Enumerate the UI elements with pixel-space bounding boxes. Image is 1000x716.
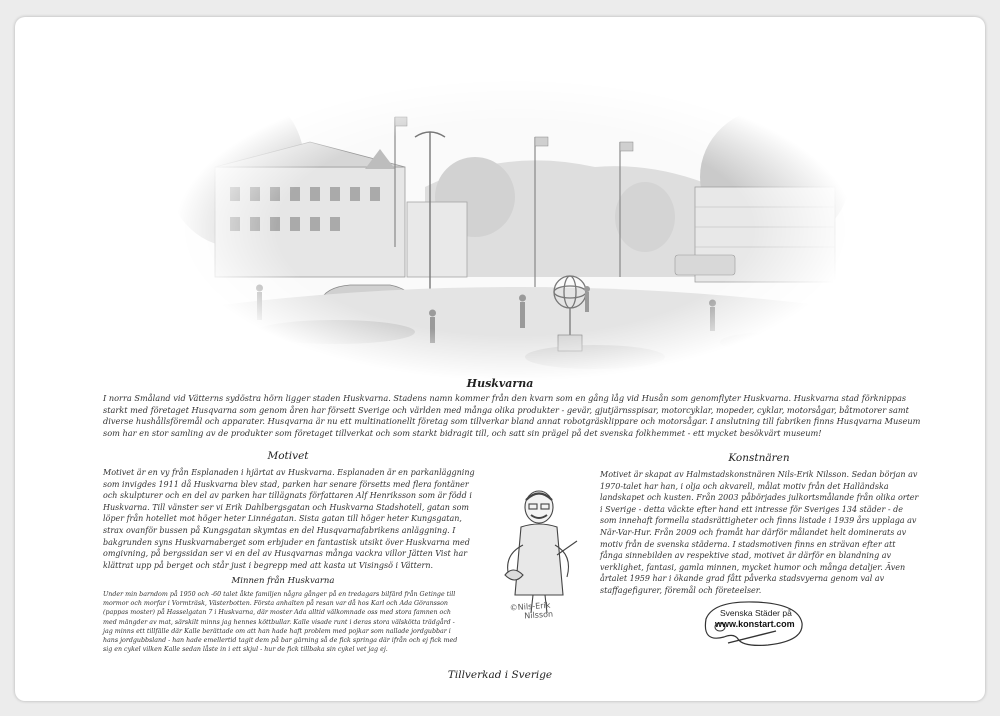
town-illustration — [175, 77, 855, 382]
logo-website: www.konstart.com — [715, 619, 795, 629]
minnen-text: Under min barndom på 1950 och -60 talet åkte familjen några gånger på en tredagars bilfärd från Getinge till mormor och morfar i Vormträsk, Västerbotten. Första anhalten på resan var då hos Karl och Ada Göransson (pappas moster) på Hasselgatan 7 i Huskvarna, där moster Ada alltid välkomnade oss med stora famnen och med mängder av mat, särskilt minns jag hennes köttbullar. Kalle visade runt i deras stora välskötta trädgård - jag minns ett tillfälle där Kalle berättade om att han hade haft problem med pojkar som nallade jordgubbar i hans jordgubbsland - han hade emellertid tagit dem på bar gärning så de fick springa där ifrån och ej fick med sig en cykel vilken Kalle sedan låste in i ett skjul - hur de fick tillbaka sin cykel vet jag ej. — [103, 591, 458, 654]
tree-center-right — [615, 182, 675, 252]
bus — [675, 255, 735, 275]
intro-paragraph: I norra Småland vid Vätterns sydöstra hörn ligger staden Huskvarna. Stadens namn kommer från den kvarn som en gång låg vid Husån som genomflyter Huskvarna. Huskvarna stad förknippas starkt med företaget Husqvarna som genom åren har försett Sverige och världen med många olika produkter - gevär, gjutjärnsspisar, motorcyklar, mopeder, cyklar, motorsågar, båtmotorer samt diverse hushållsföremål och apparater. Husqvarna är nu ett multinationellt företag som tillverkar bland annat robotgräsklippare och motorsågar. I anslutning till fabriken finns Husqvarna Museum som har en stor samling av de produkter som företaget tillverkat och som starkt bidragit till, och satt sin prägel på det svenska folkhemmet - ett mycket besökvärt museum! — [103, 393, 921, 438]
hedge-right — [720, 332, 830, 352]
hedge-left — [255, 320, 415, 344]
building-middle — [407, 202, 467, 277]
minnen-heading: Minnen från Huskvarna — [231, 576, 335, 586]
hedge-center — [525, 345, 665, 369]
artist-portrait-sketch — [493, 485, 585, 617]
scene-content — [175, 77, 855, 382]
page-title: Huskvarna — [466, 377, 534, 390]
poster-sheet — [15, 17, 985, 701]
footer-made-in: Tillverkad i Sverige — [447, 669, 553, 681]
logo-line-1: Svenska Städer på — [720, 608, 792, 618]
konstnaren-text: Motivet är skapat av Halmstadskonstnären Nils-Erik Nilsson. Sedan början av 1970-talet har han, i olja och akvarell, målat motiv från det Halländska landskapet och kusten. Från 2003 påbörjades julkortsmålande från olika orter i Sverige - detta väckte efter hand ett intresse för Sveriges 134 städer - de som innehaft formella stadsrättigheter och finns listade i 1939 års upplaga av När-Var-Hur. Från 2009 och framåt har därför målandet helt dominerats av motiv från de svenska städerna. I stadsmotiven finns en strävan efter att fånga sinnebilden av respektive stad, motivet är därför en blandning av verklighet, fantasi, gamla minnen, mycket humor och många detaljer. Även årtalet 1959 har i ökande grad fått påverka stadsvyerna genom val av staffagefigurer, föremål och företeelser. — [600, 470, 919, 595]
motivet-text: Motivet är en vy från Esplanaden i hjärtat av Huskvarna. Esplanaden är en parkanläggning som invigdes 1911 då Huskvarna blev stad, parken har senare försetts med flera fontäner och skulpturer och en del av parken har tillägnats författaren Alf Henriksson som är född i Huskvarna. Till vänster ser vi Erik Dahlbergsgatan och Huskvarna Stadshotell, gatan som löper från hotellet mot höger heter Linnégatan. Sista gatan till höger heter Kungsgatan, strax ovanför bussen på Kungsgatan skymtas en del Husqvarnafabrikens anläggning. I bakgrunden syns Huskvarnaberget som erbjuder en fantastisk utsikt över Huskvarna med omgivning, på bergssidan ser vi en del av Husqvarnas många vackra villor Jätten Vist har klättrat upp på berget och står just i begrepp med att kasta ut Visingsö i Vättern. — [103, 468, 475, 570]
motivet-heading: Motivet — [267, 450, 309, 462]
artist-signature: ©Nils-Erik Nilsson — [509, 600, 554, 621]
konstnaren-heading: Konstnären — [728, 452, 790, 464]
